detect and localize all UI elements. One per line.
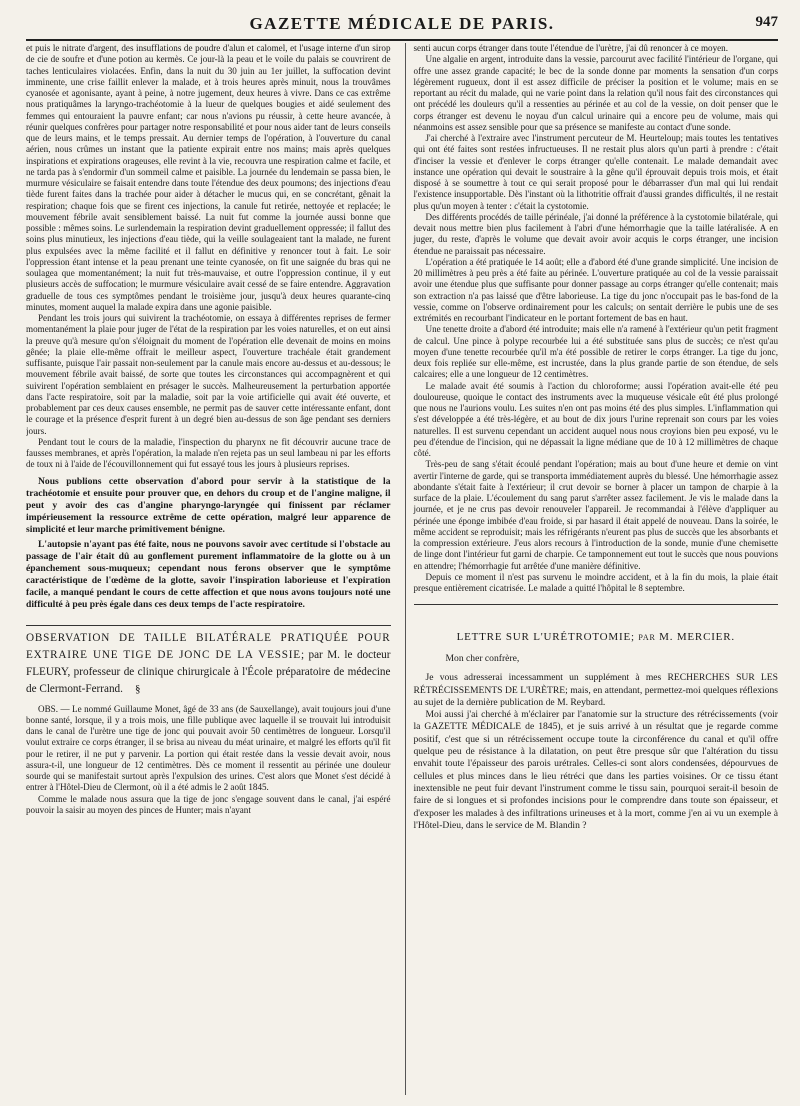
page-number: 947 <box>755 14 778 30</box>
observation-author: ; par M. le docteur FLEURY, professeur de clinique chirurgicale à l'École préparatoire de médecine de Clermont-Ferrand. <box>26 648 391 695</box>
paragraph: Des différents procédés de taille périnéale, j'ai donné la préférence à la cystotomie bilatérale, qui devait nous mettre bien plus facilement à l'abri d'une hémorrhagie que la taille latéralisée. A en juger, du reste, d'après le volume que devait avoir avoir acquis le corps étranger, une incision étendue ne paraissait pas nécessaire. <box>413 211 778 256</box>
paragraph: Une tenette droite a d'abord été introduite; mais elle n'a ramené à l'extérieur qu'un petit fragment de calcul. Une pince à polype recourbée lui a été substituée sans plus de succès; ce n'est qu'au moyen d'une tenette recourbée qu'il m'a été possible de retirer le corps étranger. La tige du jonc, deux fois repliée sur elle-même, est incrustée, dans la plus grande partie de son étendue, de sels calcaires; elle a une longueur de 12 centimètres. <box>413 324 778 380</box>
page-header <box>26 14 778 41</box>
letter-heading: LETTRE SUR L'URÉTROTOMIE; par M. MERCIER. <box>414 604 779 643</box>
journal-title: GAZETTE MÉDICALE DE PARIS. <box>249 14 555 33</box>
paragraph: Pendant les trois jours qui suivirent la trachéotomie, on essaya à différentes reprises de fermer momentanément la plaie pour juger de l'état de la respiration par les voies naturelles, et on eut ainsi la preuve qu'à mesure qu'on s'éloignait du moment de l'opération elle devenait de moins en moins gênée; la plaie elle-même offrait le meilleur aspect, l'ouverture trachéale était grandement suffisante, puisque l'air passait non-seulement par la canule mais encore au-dessus et au-dessous; le mouvement fébrile avait baissé, de sorte que toutes les circonstances qui accompagnèrent et qui suivirent l'opération semblaient en présager le succès. Malheureusement la perturbation apportée dans l'acte respiratoire, soit par la maladie, soit par la voie artificielle qui avait été ouverte, et probablement par ces deux causes ensemble, ne permit pas de sauver cette intéressante enfant, dont le courage et la présence d'esprit furent à un degré bien au-dessus de son âge pendant ses derniers jours. <box>26 313 391 436</box>
paragraph: et puis le nitrate d'argent, des insufflations de poudre d'alun et calomel, et l'usage interne d'un sirop de cie de soufre et d'une potion au kermès. Ce jour-là la peau et le voile du palais se couvrirent de taches lenticulaires violacées. Enfin, dans la nuit du 30 juin au 1er juillet, la suffocation devint imminente, une crise faillit enlever la malade, et à trois heures après minuit, nous la trouvâmes cyanosée et agonisante, ayant à peine, à notre jugement, deux heures à vivre. Dans ce cas extrême nous pratiquâmes la laryngo-trachéotomie à la lueur de quelques bougies et aidé seulement des femmes qui entouraient la pauvre enfant; car nous n'avions pu réussir, à cette heure avancée, à réunir quelques confrères pour partager notre responsabilité et pour nous aider tant de leurs conseils que de leurs mains, et le temps pressait. Au dernier temps de l'opération, à l'ouverture du canal aérien, nous crûmes un instant que la patiente expirait entre nos mains; mais après quelques inspirations et expirations orageuses, elle revint à la vie, recouvra une respiration calme et facile, et ne tarda pas à s'endormir d'un sommeil calme et paisible. La journée du lendemain se passa bien, le murmure vésiculaire se faisait entendre dans toute l'étendue des deux poumons; des injections d'eau tiède furent faites dans la trachée pour aider à détacher le mucus qui, en se concrétant, gênait la respiration; chaque fois que se firent ces injections, la canule fut retirée, nettoyée et replacée; le mouvement fébrile avait sensiblement baissé. La nuit fut comme la journée aussi bonne que possible : mêmes soins. Le surlendemain la respiration devint graduellement oppressée; il fallut des soins plus minutieux, les injections d'eau tiède, qui la veille soulageaient tant la malade, ne furent plus expulsées avec la même facilité et il fallut en définitive y renoncer tout à fait. Le soir l'oppression étant intense et la peau prenant une teinte cyanosée, on fit une saignée du bras qui ne soulagea que momentanément; la nuit fut très-mauvaise, et outre l'oppression continue, il y eut plusieurs accès de suffocation; le murmure vésiculaire avait cessé de se faire entendre. Aggravation graduelle de tous ces symptômes pendant le troisième jour, jusqu'à deux heures quarante-cinq minutes, moment auquel la malade expira dans une agonie paisible. <box>26 43 391 312</box>
paragraph: Le malade avait été soumis à l'action du chloroforme; aussi l'opération avait-elle été peu douloureuse, quoique le contact des instruments avec la muqueuse vésicale eût été plus prolongé que nous ne l'aurions voulu. Les suites n'en ont pas moins été des plus simples. L'inflammation qui s'est développée a été très-légère, et au bout de dix jours l'urine reprenait son cours par les voies naturelles. Il est survenu cependant un accident auquel nous nous croyions bien peu exposé, vu le peu d'étendue de l'incision, qui ne dépassait la ligne médiane que de 10 à 12 millimètres de chaque côté. <box>413 380 778 458</box>
paragraph: Comme le malade nous assura que la tige de jonc s'engage souvent dans le canal, j'ai espéré pouvoir la saisir au moyen des pinces de Hunter; mais n'ayant <box>26 793 391 815</box>
paragraph: Moi aussi j'ai cherché à m'éclairer par l'anatomie sur la structure des rétrécissements (voir la GAZETTE MÉDICALE de 1845), et je suis arrivé à un résultat que je regarde comme positif, c'est que si un rétrécissement occupe toute la circonférence du canal et qu'il offre quelque peu de résistance à la dilatation, on peut être presque sûr que l'altération du tissu envahit toute l'épaisseur des parois urétrales. Celles-ci sont alors condensées, dépourvues de cellules et plus minces dans le lieu rétréci que dans les parties voisines. Or ce tissu étant inextensible ne peut fuir devant l'instrument comme le tissu sain, pourquoi serait-il besoin de faire de si longues et si profondes incisions pour le comprendre dans toute son épaisseur, et d'exposer les malades à des infiltrations urineuses et à la mort, comme j'en ai vu un exemple à l'Hôtel-Dieu, dans le service de M. Blandin ? <box>413 709 778 831</box>
paragraph: J'ai cherché à l'extraire avec l'instrument percuteur de M. Heurteloup; mais toutes les tentatives qui ont été faites sont restées infructueuses. Il ne restait plus alors qu'un parti à prendre : c'était d'inciser la vessie et d'enlever le corps étranger qu'elle contenait. Le malade demandait avec instance une opération qui devait le soustraire à la gêne qu'il éprouvait depuis trois mois, et était disposé à se soumettre à tout ce qui serait proposé pour le débarrasser d'un mal qui lui rendait l'existence insupportable. Dès l'instant où la lithotritie offrait d'aussi grandes difficultés, il ne restait plus qu'un moyen à tenter : c'était la cystotomie. <box>413 133 778 211</box>
paragraph: Je vous adresserai incessamment un supplément à mes RECHERCHES SUR LES RÉTRÉCISSEMENTS DE L'URÈTRE; mais, en attendant, permettez-moi quelques réflexions au sujet de la dernière publication de M. Reybard. <box>413 672 778 708</box>
ornament-icon: § <box>134 682 141 695</box>
paragraph: OBS. — Le nommé Guillaume Monet, âgé de 33 ans (de Sauxellange), avait toujours joui d'une bonne santé, lorsque, il y a trois mois, une fille publique avec laquelle il se trouvait lui introduisit dans le canal de l'urètre une tige de jonc qui pouvait avoir 50 centimètres de longueur. Lorsqu'il voulut extraire ce corps étranger, il se brisa au niveau du méat urinaire, et malgré les efforts qu'il fit pour le retirer, il ne put y parvenir. La portion qui était restée dans la vessie devait avoir, nous assura-t-il, une longueur de 12 centimètres. Dès ce moment il ressentit au périnée une douleur sourde qui se manifestait surtout après l'expulsion des urines. C'est alors que Monet s'est décidé à entrer à l'Hôtel-Dieu de Clermont, où il a été admis le 2 août 1845. <box>26 703 391 793</box>
observation-heading <box>26 625 391 698</box>
observation-title: OBSERVATION DE TAILLE BILATÉRALE PRATIQUÉE POUR EXTRAIRE UNE TIGE DE JONC DE LA VESSIE <box>26 631 391 661</box>
salutation: Mon cher confrère, <box>445 653 520 665</box>
paragraph: Très-peu de sang s'était écoulé pendant l'opération; mais au bout d'une heure et demie on vint avertir l'interne de garde, qui se transporta immédiatement auprès du blessé. Une hémorrhagie assez abondante s'était faite à l'extérieur; il crut devoir se borner à placer un tampon de charpie à la surface de la plaie. L'écoulement du sang parut s'arrêter assez facilement. Je vis le malade dans la journée, et je ne crus pas devoir renouveler l'appareil. Je recommandai à l'élève d'appliquer au périnée une éponge imbibée d'eau froide, si par hasard il était appelé de nouveau. Dans la soirée, le même accident se reproduisit; mais les réfrigérants n'eurent pas plus de succès que les absorbants et la compression extérieure. J'eus alors recours à l'introduction de la sonde, munie d'une chemisette de linge dont l'intérieur fut garni de charpie. Ce tamponnement eut tout le succès que nous pouvions en attendre; l'hémorrhagie fut arrêtée d'une manière définitive. <box>413 459 778 571</box>
left-column <box>26 43 391 1095</box>
right-column <box>405 43 779 1095</box>
commentary-paragraph: L'autopsie n'ayant pas été faite, nous ne pouvons savoir avec certitude si l'obstacle au passage de l'air était dû au gonflement purement inflammatoire de la glotte ou à un épanchement sous-muqueux; cependant nous ferons observer que le symptôme caractéristique de l'œdème de la glotte, savoir l'inspiration laborieuse et l'expiration facile, a manqué pendant le cours de cette affection et que nous avons toujours noté une difficulté à peu près égale dans ces deux temps de l'acte respiratoire. <box>26 538 391 610</box>
paragraph: senti aucun corps étranger dans toute l'étendue de l'urètre, j'ai dû renoncer à ce moyen. <box>413 43 728 53</box>
paragraph: Une algalie en argent, introduite dans la vessie, parcourut avec facilité l'intérieur de l'organe, qui offre une assez grande capacité; le bec de la sonde donne par moments la sensation d'un corps légèrement rugueux, dont il est assez difficile de préciser la position et le volume; mais en se reportant au récit du malade, qui ne varie point dans la relation qu'il nous fait des circonstances qui ont précédé les douleurs qu'il a ressenties au périnée et au col de la vessie, on doit penser que le corps étranger est devenu le noyau d'un calcul urinaire qui a encore peu de volume, mais qui néanmoins est assez sensible pour que sa présence se manifeste au contact d'une sonde. <box>413 54 778 132</box>
columns <box>26 43 778 1095</box>
paragraph: L'opération a été pratiquée le 14 août; elle a d'abord été d'une grande simplicité. Une incision de 20 millimètres à peu près a été faite au périnée. L'ouverture pratiquée au col de la vessie paraissait avoir une étendue plus que suffisante pour donner passage au corps étranger qu'elle contenait; mais son extraction n'a pas laissé que d'être laborieuse. La tige du jonc n'occupait pas le bas-fond de la vessie, comme on l'observe ordinairement pour les calculs; on sentait derrière le pubis une de ses extrémités en recourbant l'indicateur en le portant fortement de bas en haut. <box>413 256 778 323</box>
paragraph: Depuis ce moment il n'est pas survenu le moindre accident, et à la fin du mois, la plaie était presque entièrement cicatrisée. Le malade a quitté l'hôpital le 8 septembre. <box>413 571 778 593</box>
commentary-paragraph: Nous publions cette observation d'abord pour servir à la statistique de la trachéotomie et ensuite pour prouver que, en dehors du croup et de l'angine maligne, il peut y avoir des cas d'angine pharyngo-laryngée qui finissent par réclamer impérieusement la ressource extrême de cette opération, malgré leur apparence de simplicité et leur marche primitivement bénigne. <box>26 475 391 535</box>
paragraph: Pendant tout le cours de la maladie, l'inspection du pharynx ne fit découvrir aucune trace de fausses membranes, et après l'opération, la malade n'en rejeta pas un seul lambeau ni par les efforts de toux ni à l'aide de l'écouvillonnement qui fut essayé tous les jours à plusieurs reprises. <box>26 436 391 470</box>
